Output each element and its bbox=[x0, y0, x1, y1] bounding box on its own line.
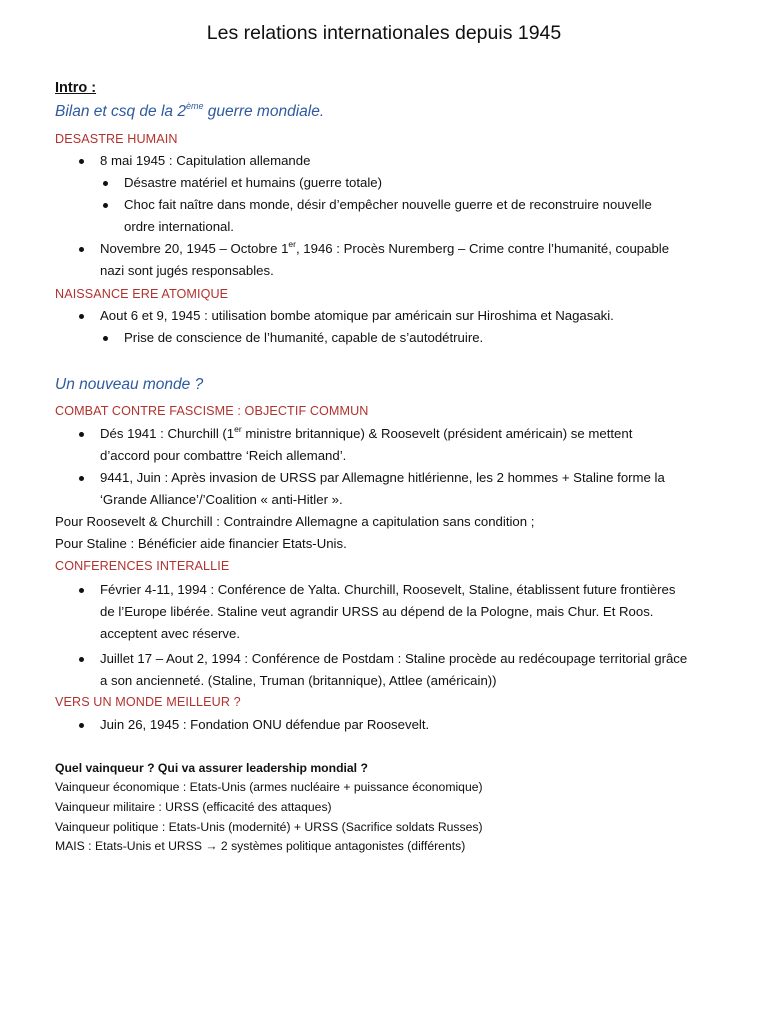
list-item-continued: nazi sont jugés responsables. bbox=[100, 263, 274, 278]
question-heading: Quel vainqueur ? Qui va assurer leadership mondial ? bbox=[55, 761, 368, 775]
list-item: Novembre 20, 1945 – Octobre 1er, 1946 : Procès Nuremberg – Crime contre l’humanité, coupable bbox=[100, 239, 670, 256]
bullet bbox=[79, 247, 84, 252]
bullet bbox=[79, 657, 84, 662]
section-ere-atomique: NAISSANCE ERE ATOMIQUE bbox=[55, 287, 229, 301]
list-item: Juillet 17 – Aout 2, 1994 : Conférence de Postdam : Staline procède au redécoupage territorial grâce bbox=[100, 651, 688, 666]
bullet bbox=[103, 336, 108, 341]
bullet bbox=[79, 476, 84, 481]
summary-line: Vainqueur militaire : URSS (efficacité des attaques) bbox=[55, 800, 332, 814]
list-item: Dés 1941 : Churchill (1er ministre britannique) & Roosevelt (président américain) se mettent bbox=[100, 424, 633, 441]
section-conferences: CONFERENCES INTERALLIE bbox=[55, 559, 230, 573]
intro-heading: Intro : bbox=[55, 80, 97, 96]
summary-line: Vainqueur économique : Etats-Unis (armes nucléaire + puissance économique) bbox=[55, 780, 483, 794]
paragraph: Pour Roosevelt & Churchill : Contraindre Allemagne a capitulation sans condition ; bbox=[55, 514, 535, 529]
heading-nouveau-monde: Un nouveau monde ? bbox=[55, 376, 204, 393]
bullet bbox=[79, 723, 84, 728]
list-item: Prise de conscience de l’humanité, capable de s’autodétruire. bbox=[124, 330, 484, 345]
list-item-continued: ordre international. bbox=[124, 219, 234, 234]
heading-bilan: Bilan et csq de la 2ème guerre mondiale. bbox=[55, 101, 325, 120]
bullet bbox=[103, 203, 108, 208]
list-item-continued: acceptent avec réserve. bbox=[100, 626, 241, 641]
list-item: 9441, Juin : Après invasion de URSS par Allemagne hitlérienne, les 2 hommes + Staline forme la bbox=[100, 470, 665, 485]
section-combat-fascisme: COMBAT CONTRE FASCISME : OBJECTIF COMMUN bbox=[55, 404, 369, 418]
list-item: Choc fait naître dans monde, désir d’empêcher nouvelle guerre et de reconstruire nouvelle bbox=[124, 197, 652, 212]
section-monde-meilleur: VERS UN MONDE MEILLEUR ? bbox=[55, 695, 241, 709]
list-item: Juin 26, 1945 : Fondation ONU défendue par Roosevelt. bbox=[100, 717, 430, 732]
page-title: Les relations internationales depuis 1945 bbox=[206, 22, 562, 44]
list-item: 8 mai 1945 : Capitulation allemande bbox=[100, 153, 311, 168]
list-item-continued: a son ancienneté. (Staline, Truman (britannique), Attlee (américain)) bbox=[100, 673, 497, 688]
list-item-continued: ‘Grande Alliance’/’Coalition « anti-Hitler ». bbox=[100, 492, 343, 507]
list-item: Désastre matériel et humains (guerre totale) bbox=[124, 175, 382, 190]
section-desastre-humain: DESASTRE HUMAIN bbox=[55, 132, 178, 146]
bullet bbox=[103, 181, 108, 186]
bullet bbox=[79, 314, 84, 319]
list-item: Aout 6 et 9, 1945 : utilisation bombe atomique par américain sur Hiroshima et Nagasaki. bbox=[100, 308, 614, 323]
bullet bbox=[79, 432, 84, 437]
list-item-continued: d’accord pour combattre ‘Reich allemand’. bbox=[100, 448, 347, 463]
summary-line: MAIS : Etats-Unis et URSS → 2 systèmes politique antagonistes (différents) bbox=[55, 839, 466, 853]
list-item-continued: de l’Europe libérée. Staline veut agrandir URSS au dépend de la Pologne, mais Chur. Et Roos. bbox=[100, 604, 654, 619]
paragraph: Pour Staline : Bénéficier aide financier Etats-Unis. bbox=[55, 536, 347, 551]
bullet bbox=[79, 159, 84, 164]
list-item: Février 4-11, 1994 : Conférence de Yalta. Churchill, Roosevelt, Staline, établissent future frontières bbox=[100, 582, 676, 597]
bullet bbox=[79, 588, 84, 593]
summary-line: Vainqueur politique : Etats-Unis (modernité) + URSS (Sacrifice soldats Russes) bbox=[55, 820, 483, 834]
